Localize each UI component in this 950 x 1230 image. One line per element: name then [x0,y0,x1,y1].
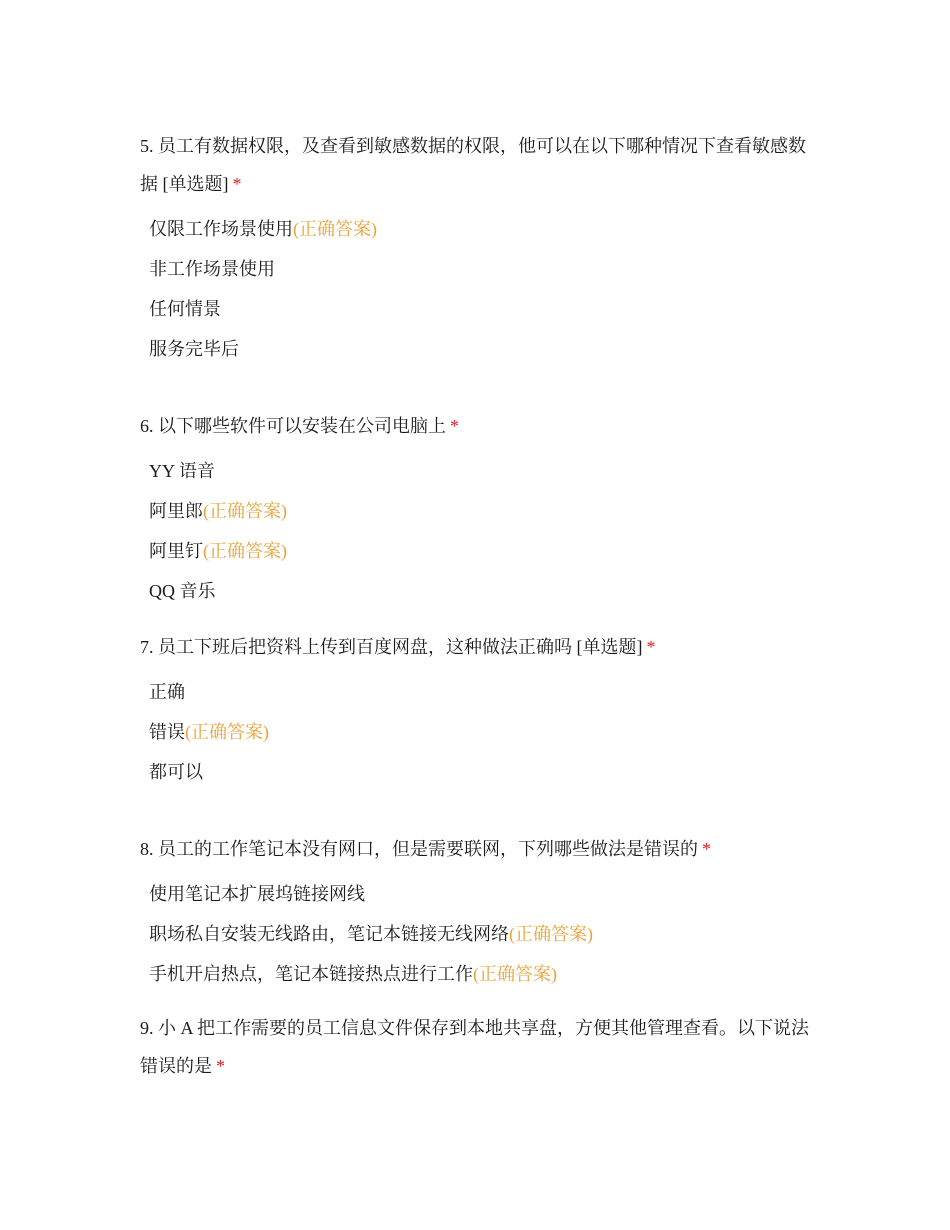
question-text: 6. 以下哪些软件可以安装在公司电脑上 [140,416,446,436]
option-item [140,914,820,954]
option-item [140,712,820,752]
option-text: 都可以 [149,762,203,782]
option-text: 阿里钉 [149,541,203,561]
correct-answer-tag: (正确答案) [185,722,269,742]
question-title [140,628,820,666]
option-item [140,874,820,914]
question-9 [140,1009,820,1085]
question-6 [140,407,820,611]
correct-answer-tag: (正确答案) [203,501,287,521]
option-text: YY 语音 [149,461,215,481]
required-mark: * [450,416,459,436]
option-item [140,249,820,289]
option-list [140,874,820,994]
question-title [140,1009,820,1085]
option-text: 非工作场景使用 [149,259,275,279]
option-text: 服务完毕后 [149,339,239,359]
option-item [140,954,820,994]
question-5 [140,127,820,369]
option-item [140,329,820,369]
option-text: 任何情景 [149,299,221,319]
question-text: 8. 员工的工作笔记本没有网口，但是需要联网，下列哪些做法是错误的 [140,839,698,859]
question-text: 9. 小 A 把工作需要的员工信息文件保存到本地共享盘，方便其他管理查看。以下说法错误的是 [140,1018,810,1076]
question-title [140,407,820,445]
correct-answer-tag: (正确答案) [473,964,557,984]
required-mark: * [646,637,656,657]
option-item [140,209,820,249]
option-item [140,672,820,712]
question-title [140,127,820,203]
correct-answer-tag: (正确答案) [509,924,593,944]
option-list [140,672,820,792]
option-text: 手机开启热点，笔记本链接热点进行工作 [149,964,473,984]
option-item [140,531,820,571]
option-item [140,491,820,531]
correct-answer-tag: (正确答案) [203,541,287,561]
option-item [140,571,820,611]
question-title [140,830,820,868]
question-8 [140,830,820,994]
option-text: 阿里郎 [149,501,203,521]
correct-answer-tag: (正确答案) [293,219,377,239]
option-list [140,209,820,369]
question-text: 5. 员工有数据权限，及查看到敏感数据的权限，他可以在以下哪种情况下查看敏感数据 [单选题] [140,136,806,194]
question-text: 7. 员工下班后把资料上传到百度网盘，这种做法正确吗 [单选题] [140,637,643,657]
option-text: 错误 [149,722,185,742]
option-list [140,451,820,611]
question-7 [140,628,820,792]
option-text: 职场私自安装无线路由，笔记本链接无线网络 [149,924,509,944]
option-text: 仅限工作场景使用 [149,219,293,239]
option-item [140,451,820,491]
required-mark: * [702,839,711,859]
option-text: QQ 音乐 [149,581,216,601]
required-mark: * [232,174,242,194]
option-item [140,752,820,792]
option-text: 使用笔记本扩展坞链接网线 [149,884,365,904]
required-mark: * [216,1056,225,1076]
option-item [140,289,820,329]
option-text: 正确 [149,682,185,702]
